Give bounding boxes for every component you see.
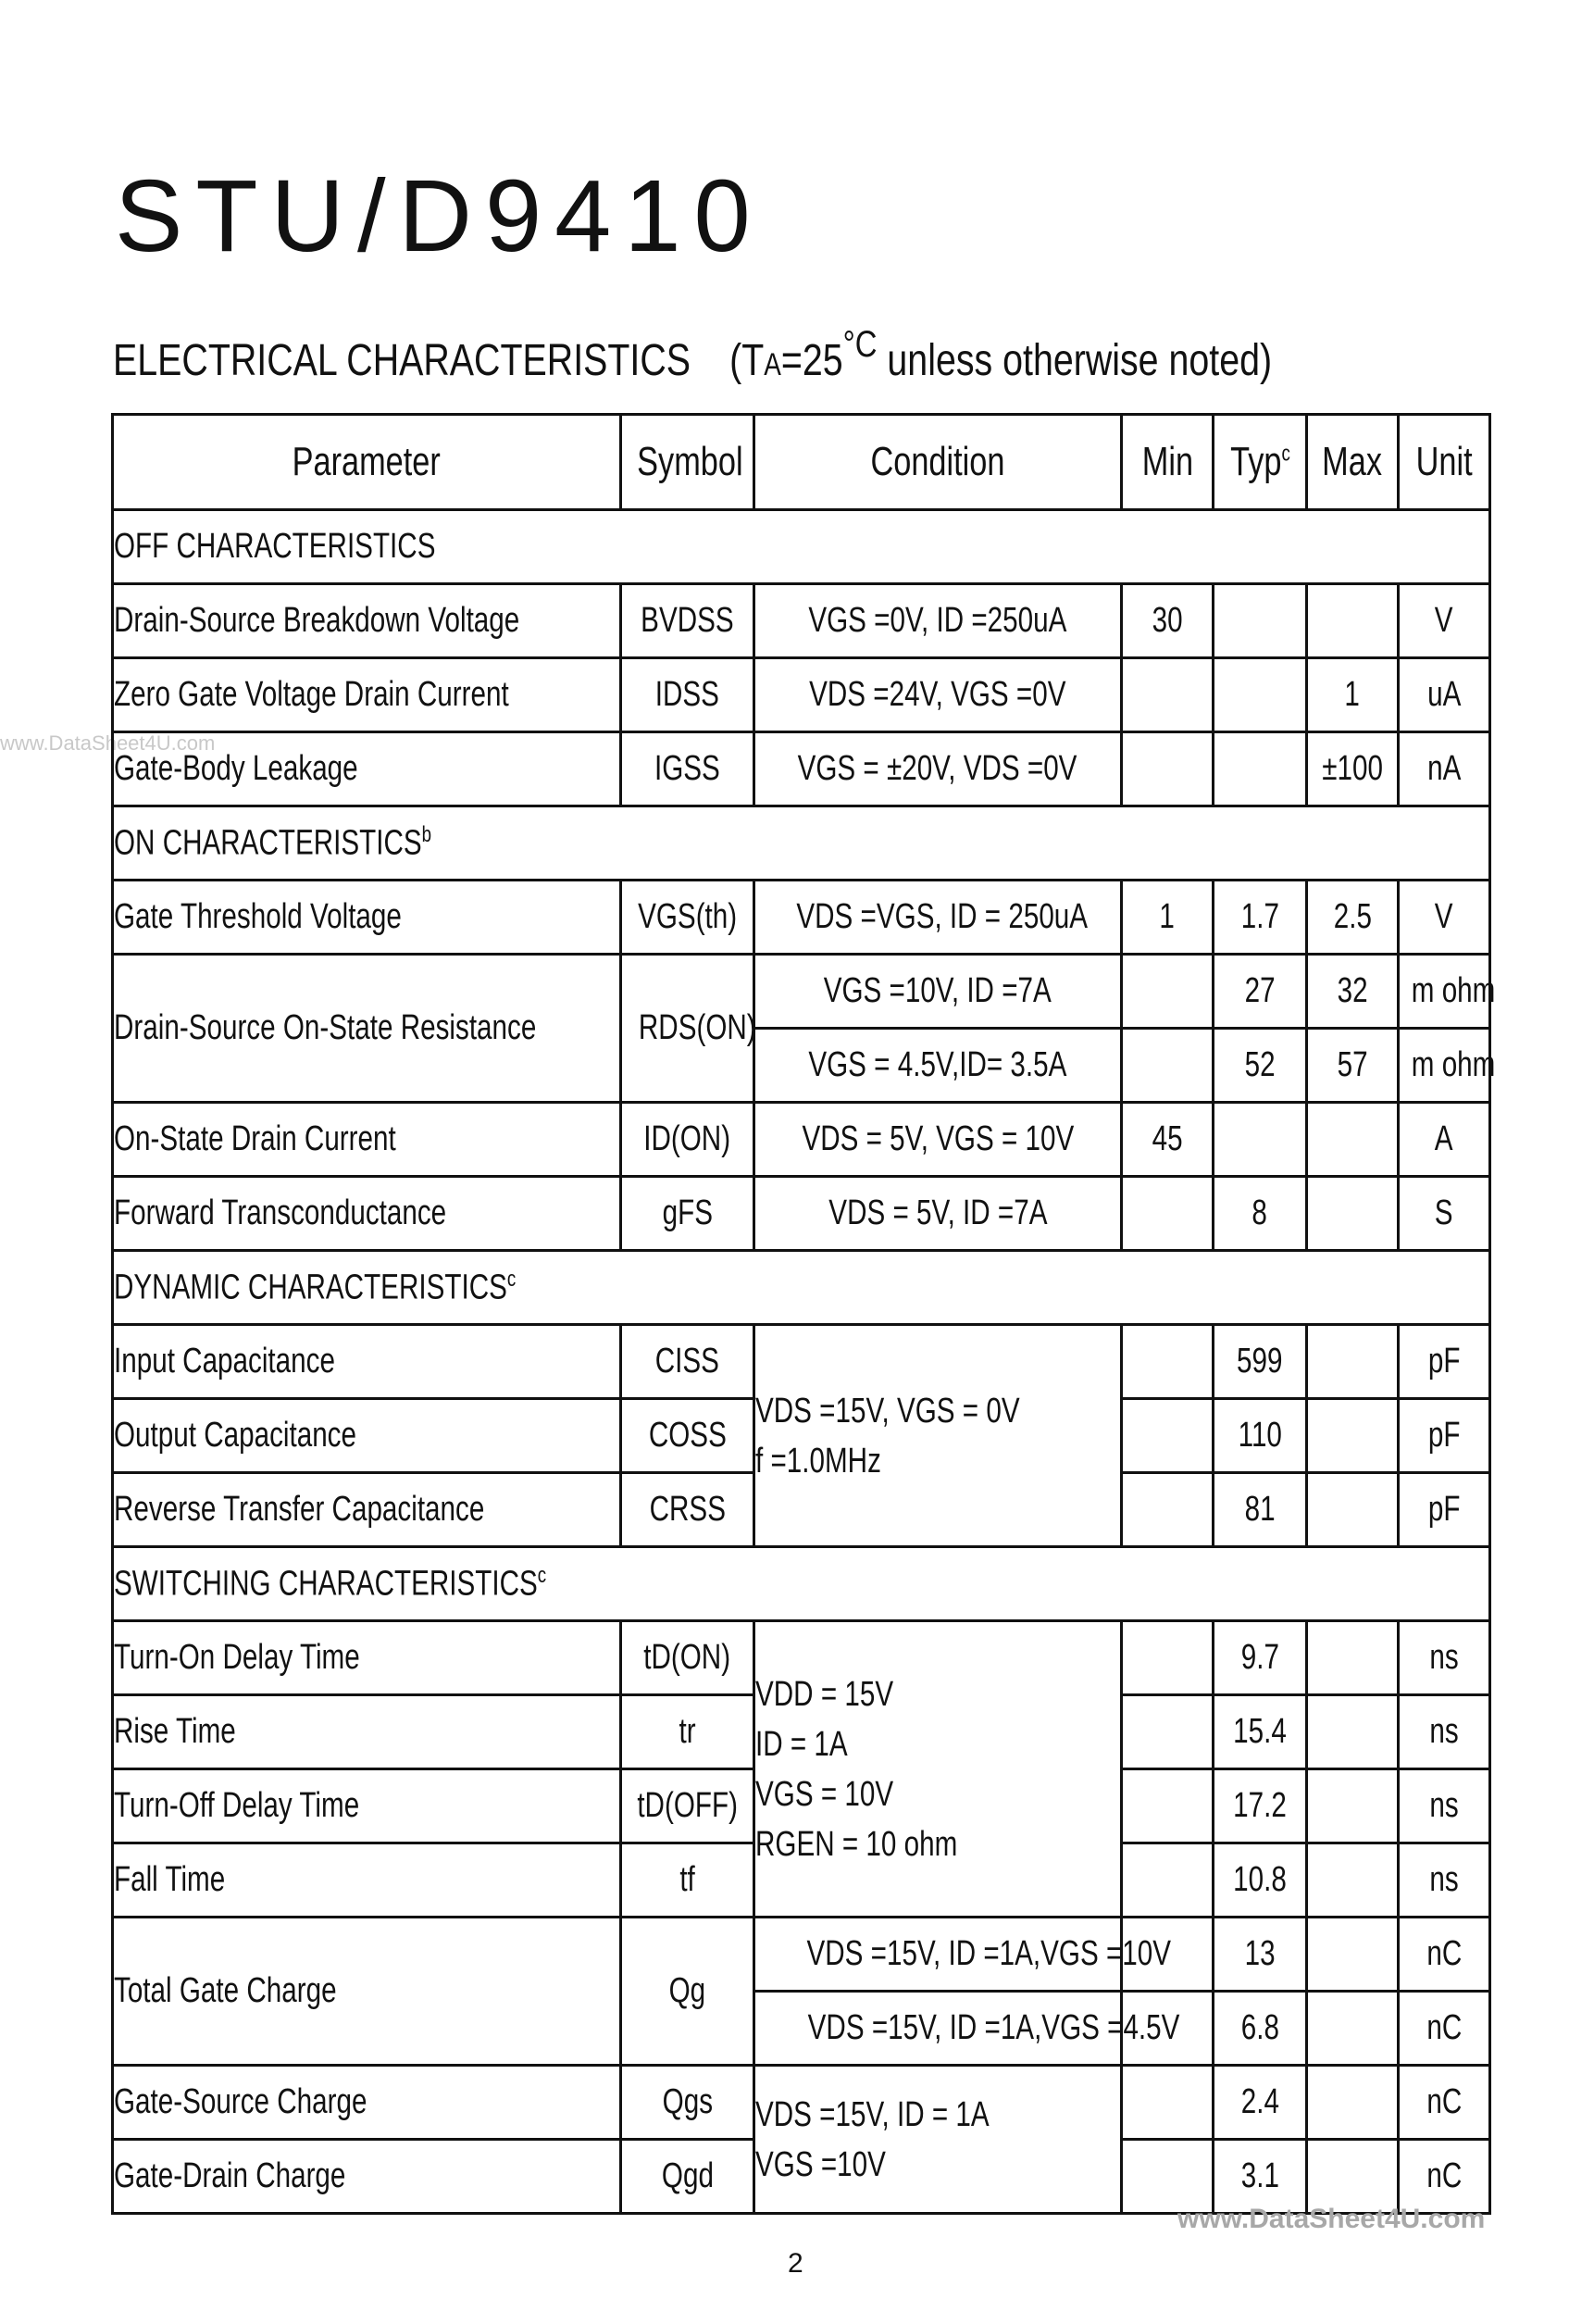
condition-cell: VDS =15V, ID =1A,VGS =4.5V bbox=[754, 1992, 1122, 2066]
typ-cell bbox=[1214, 658, 1307, 732]
param-cell: Rise Time bbox=[113, 1695, 621, 1769]
min-cell bbox=[1122, 1843, 1214, 1918]
typ-cell bbox=[1214, 584, 1307, 658]
subtitle-cond-val: =25 bbox=[780, 336, 843, 385]
min-cell bbox=[1122, 1325, 1214, 1399]
min-cell bbox=[1122, 1695, 1214, 1769]
unit-cell: nC bbox=[1399, 1918, 1490, 1992]
typ-cell: 6.8 bbox=[1214, 1992, 1307, 2066]
min-cell bbox=[1122, 1473, 1214, 1547]
table-row bbox=[113, 881, 1490, 955]
symbol-cell: tD(OFF) bbox=[621, 1769, 754, 1843]
symbol-cell: RDS(ON) bbox=[621, 955, 754, 1103]
unit-cell: ns bbox=[1399, 1621, 1490, 1695]
header-min: Min bbox=[1122, 415, 1214, 510]
table-row bbox=[113, 658, 1490, 732]
param-cell: Gate-Source Charge bbox=[113, 2066, 621, 2140]
unit-cell: nC bbox=[1399, 2066, 1490, 2140]
unit-cell: nC bbox=[1399, 1992, 1490, 2066]
max-cell bbox=[1307, 2066, 1399, 2140]
table-row bbox=[113, 1918, 1490, 1992]
condition-cell bbox=[754, 2066, 1122, 2214]
max-cell bbox=[1307, 1399, 1399, 1473]
min-cell bbox=[1122, 732, 1214, 806]
subtitle-cond-post: unless otherwise noted) bbox=[887, 336, 1273, 385]
condition-cell: VGS =10V, ID =7A bbox=[754, 955, 1122, 1029]
param-cell: Drain-Source Breakdown Voltage bbox=[113, 584, 621, 658]
header-typ-sup: c bbox=[1280, 441, 1290, 467]
max-cell bbox=[1307, 1325, 1399, 1399]
section-switching-label: SWITCHING CHARACTERISTICS bbox=[114, 1564, 538, 1604]
unit-cell: ns bbox=[1399, 1769, 1490, 1843]
unit-cell: A bbox=[1399, 1103, 1490, 1177]
condition-line: VGS =10V bbox=[755, 2144, 886, 2184]
header-typ-label: Typ bbox=[1229, 439, 1281, 484]
typ-cell: 2.4 bbox=[1214, 2066, 1307, 2140]
unit-cell: pF bbox=[1399, 1399, 1490, 1473]
document-title: STU/D9410 bbox=[115, 159, 764, 273]
symbol-cell: Qgd bbox=[621, 2140, 754, 2214]
condition-cell: VGS =0V, ID =250uA bbox=[754, 584, 1122, 658]
condition-line: VDS =15V, ID = 1A bbox=[755, 2094, 990, 2134]
section-on bbox=[113, 806, 1490, 881]
condition-cell: VDS =15V, ID =1A,VGS =10V bbox=[754, 1918, 1122, 1992]
max-cell bbox=[1307, 1103, 1399, 1177]
condition-line: VGS = 10V bbox=[755, 1774, 894, 1814]
unit-cell: nC bbox=[1399, 2140, 1490, 2214]
param-cell: Gate-Drain Charge bbox=[113, 2140, 621, 2214]
typ-cell: 52 bbox=[1214, 1029, 1307, 1103]
condition-line: VDD = 15V bbox=[755, 1674, 894, 1714]
table-row bbox=[113, 955, 1490, 1029]
min-cell bbox=[1122, 1177, 1214, 1251]
symbol-cell: Qgs bbox=[621, 2066, 754, 2140]
min-cell bbox=[1122, 1769, 1214, 1843]
min-cell bbox=[1122, 955, 1214, 1029]
page-number: 2 bbox=[788, 2248, 803, 2279]
table-row bbox=[113, 584, 1490, 658]
max-cell bbox=[1307, 1621, 1399, 1695]
unit-cell: V bbox=[1399, 881, 1490, 955]
symbol-cell: CRSS bbox=[621, 1473, 754, 1547]
section-dynamic-sup: c bbox=[506, 1267, 517, 1293]
symbol-cell: tf bbox=[621, 1843, 754, 1918]
section-dynamic bbox=[113, 1251, 1490, 1325]
min-cell bbox=[1122, 1621, 1214, 1695]
param-cell: Fall Time bbox=[113, 1843, 621, 1918]
param-cell: Zero Gate Voltage Drain Current bbox=[113, 658, 621, 732]
table-row bbox=[113, 1621, 1490, 1695]
typ-cell: 599 bbox=[1214, 1325, 1307, 1399]
subtitle-cond-pre: (T bbox=[729, 336, 765, 385]
param-cell: Input Capacitance bbox=[113, 1325, 621, 1399]
section-switching-sup: c bbox=[537, 1563, 547, 1589]
unit-cell: ns bbox=[1399, 1843, 1490, 1918]
unit-cell: nA bbox=[1399, 732, 1490, 806]
typ-cell: 15.4 bbox=[1214, 1695, 1307, 1769]
symbol-cell: VGS(th) bbox=[621, 881, 754, 955]
unit-cell: uA bbox=[1399, 658, 1490, 732]
min-cell bbox=[1122, 2140, 1214, 2214]
max-cell: 32 bbox=[1307, 955, 1399, 1029]
param-cell: Total Gate Charge bbox=[113, 1918, 621, 2066]
watermark-top: www.DataSheet4U.com bbox=[0, 731, 216, 755]
condition-cell: VGS = 4.5V,ID= 3.5A bbox=[754, 1029, 1122, 1103]
max-cell bbox=[1307, 1177, 1399, 1251]
min-cell bbox=[1122, 658, 1214, 732]
symbol-cell: CISS bbox=[621, 1325, 754, 1399]
condition-cell: VDS = 5V, VGS = 10V bbox=[754, 1103, 1122, 1177]
min-cell: 1 bbox=[1122, 881, 1214, 955]
max-cell bbox=[1307, 1695, 1399, 1769]
subtitle-condition bbox=[729, 324, 1273, 385]
param-cell: Gate-Body Leakage bbox=[113, 732, 621, 806]
param-cell: Output Capacitance bbox=[113, 1399, 621, 1473]
min-cell bbox=[1122, 1399, 1214, 1473]
symbol-cell: tr bbox=[621, 1695, 754, 1769]
header-condition: Condition bbox=[754, 415, 1122, 510]
max-cell: 1 bbox=[1307, 658, 1399, 732]
param-cell: Drain-Source On-State Resistance bbox=[113, 955, 621, 1103]
symbol-cell: tD(ON) bbox=[621, 1621, 754, 1695]
symbol-cell: COSS bbox=[621, 1399, 754, 1473]
header-typ bbox=[1214, 415, 1307, 510]
condition-cell: VDS = 5V, ID =7A bbox=[754, 1177, 1122, 1251]
typ-cell: 110 bbox=[1214, 1399, 1307, 1473]
header-symbol: Symbol bbox=[621, 415, 754, 510]
max-cell: 57 bbox=[1307, 1029, 1399, 1103]
unit-cell: pF bbox=[1399, 1473, 1490, 1547]
max-cell bbox=[1307, 2140, 1399, 2214]
typ-cell: 27 bbox=[1214, 955, 1307, 1029]
symbol-cell: IDSS bbox=[621, 658, 754, 732]
typ-cell: 9.7 bbox=[1214, 1621, 1307, 1695]
unit-cell: S bbox=[1399, 1177, 1490, 1251]
subtitle-main: ELECTRICAL CHARACTERISTICS bbox=[113, 336, 691, 385]
symbol-cell: gFS bbox=[621, 1177, 754, 1251]
section-row bbox=[113, 1547, 1490, 1621]
unit-cell: m ohm bbox=[1399, 1029, 1490, 1103]
unit-cell: ns bbox=[1399, 1695, 1490, 1769]
max-cell: ±100 bbox=[1307, 732, 1399, 806]
table-row bbox=[113, 1103, 1490, 1177]
subtitle-cond-sub: A bbox=[764, 347, 781, 382]
param-cell: Turn-On Delay Time bbox=[113, 1621, 621, 1695]
table-row bbox=[113, 732, 1490, 806]
section-on-label: ON CHARACTERISTICS bbox=[114, 823, 422, 863]
param-cell: Turn-Off Delay Time bbox=[113, 1769, 621, 1843]
unit-cell: m ohm bbox=[1399, 955, 1490, 1029]
condition-cell bbox=[754, 1621, 1122, 1918]
unit-cell: pF bbox=[1399, 1325, 1490, 1399]
table-row bbox=[113, 2066, 1490, 2140]
section-row bbox=[113, 1251, 1490, 1325]
min-cell bbox=[1122, 2066, 1214, 2140]
section-dynamic-label: DYNAMIC CHARACTERISTICS bbox=[114, 1268, 507, 1307]
electrical-characteristics-table bbox=[111, 413, 1496, 2215]
max-cell bbox=[1307, 584, 1399, 658]
max-cell bbox=[1307, 1918, 1399, 1992]
section-on-sup: b bbox=[421, 822, 432, 848]
max-cell bbox=[1307, 1843, 1399, 1918]
condition-cell: VDS =VGS, ID = 250uA bbox=[754, 881, 1122, 955]
header-row bbox=[113, 415, 1490, 510]
condition-cell: VDS =24V, VGS =0V bbox=[754, 658, 1122, 732]
typ-cell: 81 bbox=[1214, 1473, 1307, 1547]
section-row bbox=[113, 806, 1490, 881]
unit-cell: V bbox=[1399, 584, 1490, 658]
param-cell: Forward Transconductance bbox=[113, 1177, 621, 1251]
table-row bbox=[113, 1325, 1490, 1399]
header-unit: Unit bbox=[1399, 415, 1490, 510]
max-cell: 2.5 bbox=[1307, 881, 1399, 955]
subtitle-deg: °C bbox=[842, 324, 878, 365]
typ-cell: 8 bbox=[1214, 1177, 1307, 1251]
min-cell bbox=[1122, 1029, 1214, 1103]
header-parameter: Parameter bbox=[113, 415, 621, 510]
section-row bbox=[113, 510, 1490, 584]
min-cell: 45 bbox=[1122, 1103, 1214, 1177]
typ-cell: 3.1 bbox=[1214, 2140, 1307, 2214]
typ-cell: 10.8 bbox=[1214, 1843, 1307, 1918]
param-cell: Gate Threshold Voltage bbox=[113, 881, 621, 955]
condition-line: ID = 1A bbox=[755, 1724, 848, 1764]
param-cell: On-State Drain Current bbox=[113, 1103, 621, 1177]
section-subtitle bbox=[113, 324, 1272, 386]
condition-line: f =1.0MHz bbox=[755, 1441, 881, 1481]
symbol-cell: ID(ON) bbox=[621, 1103, 754, 1177]
table-row bbox=[113, 1177, 1490, 1251]
symbol-cell: IGSS bbox=[621, 732, 754, 806]
section-off: OFF CHARACTERISTICS bbox=[113, 510, 1490, 584]
typ-cell bbox=[1214, 732, 1307, 806]
max-cell bbox=[1307, 1473, 1399, 1547]
condition-cell: VGS = ±20V, VDS =0V bbox=[754, 732, 1122, 806]
typ-cell bbox=[1214, 1103, 1307, 1177]
typ-cell: 1.7 bbox=[1214, 881, 1307, 955]
min-cell: 30 bbox=[1122, 584, 1214, 658]
watermark-bottom: www.DataSheet4U.com bbox=[1177, 2204, 1486, 2234]
condition-cell bbox=[754, 1325, 1122, 1547]
section-switching bbox=[113, 1547, 1490, 1621]
header-max: Max bbox=[1307, 415, 1399, 510]
max-cell bbox=[1307, 1769, 1399, 1843]
typ-cell: 17.2 bbox=[1214, 1769, 1307, 1843]
condition-line: RGEN = 10 ohm bbox=[755, 1824, 958, 1864]
max-cell bbox=[1307, 1992, 1399, 2066]
symbol-cell: Qg bbox=[621, 1918, 754, 2066]
symbol-cell: BVDSS bbox=[621, 584, 754, 658]
condition-line: VDS =15V, VGS = 0V bbox=[755, 1391, 1020, 1431]
typ-cell: 13 bbox=[1214, 1918, 1307, 1992]
param-cell: Reverse Transfer Capacitance bbox=[113, 1473, 621, 1547]
